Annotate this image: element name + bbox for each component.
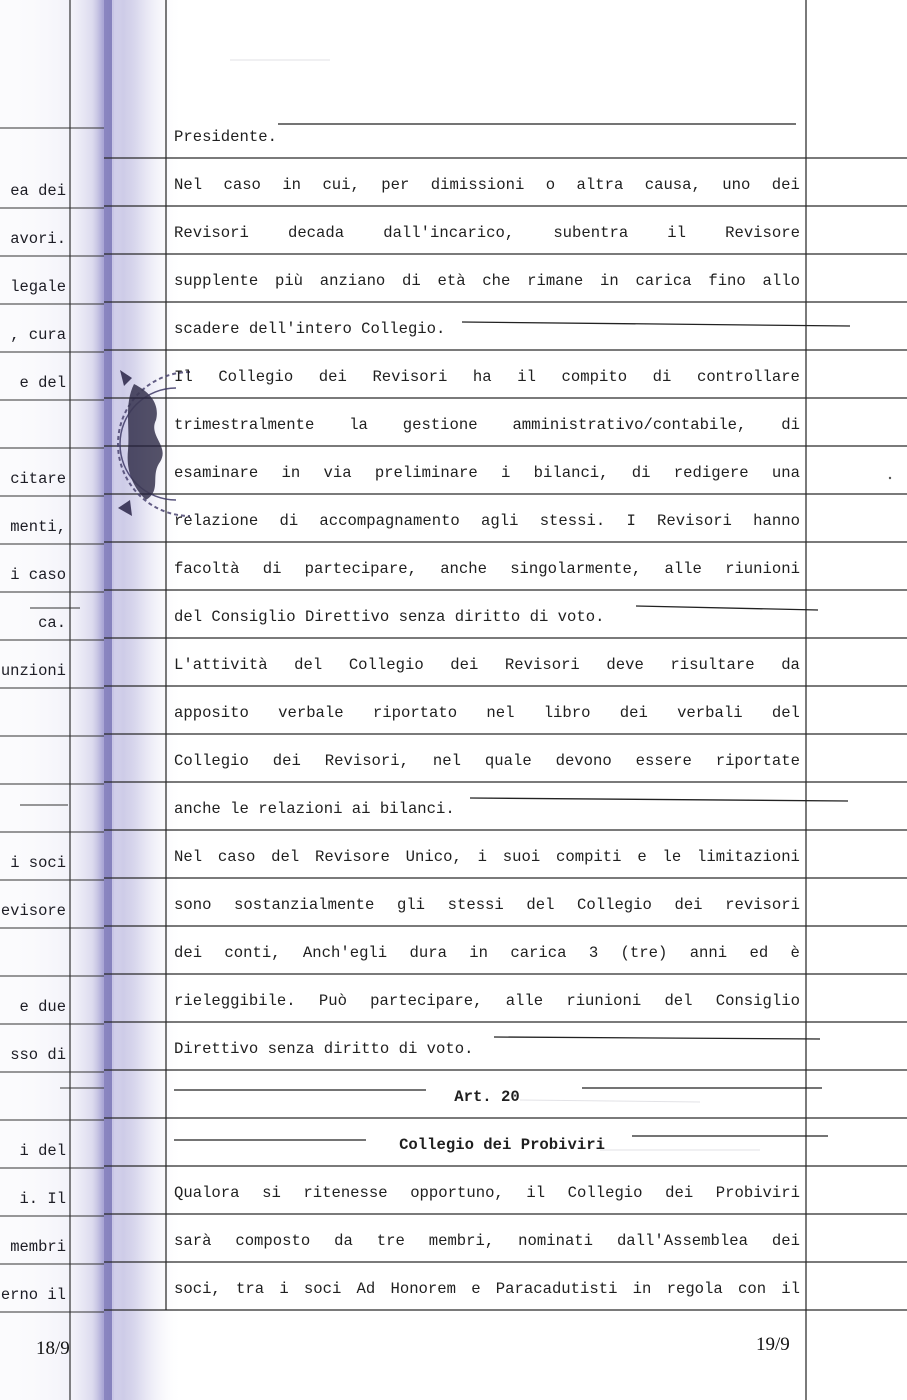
left-line-fragment: i del [19,1142,66,1160]
word: dall'incarico, [383,224,515,242]
word: in [469,944,488,962]
word: bilanci, [533,464,609,482]
word: del [526,896,555,914]
word: il [781,1280,800,1298]
word: che [482,272,511,290]
word: subentra [553,224,629,242]
word: stessi. [539,512,606,530]
word: dall'Assemblea [616,1232,748,1250]
word: nel [486,704,515,722]
word: dei [665,1184,694,1202]
word: quale [484,752,532,770]
word: L'attività [174,656,268,674]
word: da [334,1232,353,1250]
word: dei [174,944,203,962]
left-line-fragment: sso di [10,1046,66,1064]
word: gli [396,896,426,914]
text-line [174,992,800,1010]
word: Collegio [567,1184,643,1202]
word: ed [749,944,769,962]
word: nel [432,752,461,770]
word: rieleggibile. [174,992,296,1010]
word: i [477,848,487,866]
left-line-fragment: menti, [10,518,66,536]
word: con [737,1280,767,1298]
word: agli [481,512,519,530]
word: il [526,1184,546,1202]
word: deve [606,656,644,674]
word: membri, [428,1232,495,1250]
word: da [781,656,800,674]
word: accompagnamento [319,512,460,530]
word: dei [771,1232,800,1250]
word: la [349,416,368,434]
word: una [771,464,800,482]
word: tre [376,1232,405,1250]
word: dei [771,176,800,194]
word: Ad [356,1280,376,1298]
word: Collegio [348,656,424,674]
word: libro [543,704,591,722]
word: sostanzialmente [234,896,375,914]
word: Revisori [174,224,249,242]
word: si [262,1184,281,1202]
word: preliminare [374,464,478,482]
word: fino [708,272,746,290]
word: del [664,992,693,1010]
left-line-fragment: e due [19,998,66,1016]
text-line [174,944,800,962]
word: Qualora [174,1184,240,1202]
word: limitazioni [696,848,800,866]
word: e [471,1280,481,1298]
word: dei [674,896,703,914]
left-line-fragment: avori. [10,230,66,248]
left-line-fragment: i caso [10,566,66,584]
text-line: Presidente. [174,128,277,146]
word: Unico, [405,848,462,866]
word: Revisori [504,656,580,674]
text-line [174,848,800,866]
word: rimane [527,272,584,290]
word: allo [762,272,800,290]
text-line [174,1184,800,1202]
word: età [437,272,466,290]
word: di [262,560,282,578]
word: soci [303,1280,342,1298]
word: è [790,944,800,962]
word: verbali [677,704,743,722]
left-line-fragment: unzioni [0,662,66,680]
word: Honorem [390,1280,456,1298]
word: i [279,1280,289,1298]
word: e [637,848,647,866]
word: anziano [319,272,386,290]
word: decada [287,224,345,242]
word: hanno [753,512,800,530]
text-line [174,752,800,770]
word: composto [235,1232,311,1250]
word: di [781,416,800,434]
word: conti, [224,944,281,962]
left-line-fragment: legale [10,278,66,296]
text-line: Direttivo senza diritto di voto. [174,1040,474,1058]
word: causa, [644,176,701,194]
word: trimestralmente [174,416,315,434]
word: amministrativo/contabile, [512,416,747,434]
left-line-fragment: i soci [10,854,66,872]
word: alle [505,992,544,1010]
word: dei [619,704,648,722]
text-line [174,272,800,290]
word: di [402,272,421,290]
word: di [631,464,651,482]
word: Anch'egli [302,944,388,962]
word: revisori [725,896,800,914]
text-line: scadere dell'intero Collegio. [174,320,446,338]
word: riportato [372,704,458,722]
word: dimissioni [430,176,525,194]
text-line [174,416,800,434]
text-line [174,1232,800,1250]
word: via [323,464,352,482]
text-line [174,368,800,386]
word: in [282,176,302,194]
right-page-number: 19/9 [756,1334,790,1355]
word: nominati [518,1232,594,1250]
word: Revisori [657,512,732,530]
word: di [279,512,299,530]
text-line [174,656,800,674]
word: apposito [174,704,249,722]
word: controllare [696,368,800,386]
left-page-number: 18/9 [36,1338,70,1359]
word: del [271,848,300,866]
word: sarà [174,1232,212,1250]
word: Il [174,368,193,386]
word: tra [236,1280,265,1298]
word: dura [409,944,447,962]
word: uno [722,176,751,194]
word: ritenesse [303,1184,388,1202]
word: Nel [174,176,203,194]
word: soci, [174,1280,221,1298]
word: 3 [588,944,599,962]
word: ha [472,368,492,386]
left-line-fragment: evisore [0,902,66,920]
word: Revisore [314,848,390,866]
word: i [501,464,511,482]
text-line [174,560,800,578]
word: essere [635,752,692,770]
word: in [281,464,301,482]
word: compito [561,368,628,386]
text-line [174,224,800,242]
word: Revisori, [324,752,409,770]
text-line: del Consiglio Direttivo senza diritto di voto. [174,608,605,626]
word: il [517,368,536,386]
word: suoi [502,848,541,866]
word: Collegio [218,368,294,386]
word: Collegio [577,896,652,914]
word: Nel [174,848,203,866]
word: anche [440,560,487,578]
text-line [174,896,800,914]
word: caso [223,176,261,194]
text-line [174,176,800,194]
left-line-fragment: citare [10,470,66,488]
word: Consiglio [715,992,800,1010]
word: redigere [673,464,749,482]
word: I [626,512,636,530]
word: partecipare, [370,992,483,1010]
left-line-fragment: , cura [10,326,66,344]
word: riunioni [725,560,800,578]
word: Può [318,992,347,1010]
word: di [652,368,672,386]
word: Revisore [725,224,800,242]
left-line-fragment: erno il [0,1286,66,1304]
word: dei [318,368,347,386]
word: alle [664,560,702,578]
word: risultare [670,656,755,674]
text-line: anche le relazioni ai bilanci. [174,800,455,818]
word: del [771,704,800,722]
word: del [294,656,323,674]
word: cui, [322,176,360,194]
word: supplente [174,272,259,290]
word: o [545,176,556,194]
word: caso [217,848,256,866]
word: Collegio [174,752,249,770]
left-line-fragment: membri [10,1238,66,1256]
word: Paracadutisti [495,1280,618,1298]
word: riunioni [566,992,642,1010]
word: in [600,272,619,290]
word: singolarmente, [510,560,642,578]
word: anni [689,944,728,962]
word: regola [666,1280,723,1298]
article-heading: Art. 20 [454,1088,520,1106]
word: il [667,224,687,242]
word: riportate [715,752,800,770]
text-line [174,704,800,722]
left-line-fragment: ea dei [10,182,66,200]
word: sono [174,896,212,914]
left-line-fragment: i. Il [19,1190,66,1208]
word: altra [576,176,624,194]
word: carica [510,944,567,962]
word: gestione [402,416,478,434]
word: dei [272,752,301,770]
text-line [174,1280,800,1298]
word: compiti [556,848,622,866]
word: in [632,1280,652,1298]
word: Revisori [372,368,448,386]
word: verbale [278,704,344,722]
word: partecipare, [304,560,417,578]
left-line-fragment: ca. [38,614,66,632]
word: (tre) [620,944,668,962]
text-line [174,512,800,530]
word: Probiviri [715,1184,800,1202]
word: facoltà [174,560,240,578]
word: esaminare [174,464,259,482]
word: per [381,176,410,194]
word: stessi [447,896,504,914]
text-line [174,464,800,482]
word: carica [635,272,692,290]
word: le [662,848,682,866]
section-heading: Collegio dei Probiviri [399,1136,605,1154]
left-line-fragment: e del [19,374,66,392]
word: relazione [174,512,259,530]
word: devono [555,752,612,770]
word: opportuno, [410,1184,504,1202]
word: più [274,272,304,290]
word: dei [450,656,479,674]
